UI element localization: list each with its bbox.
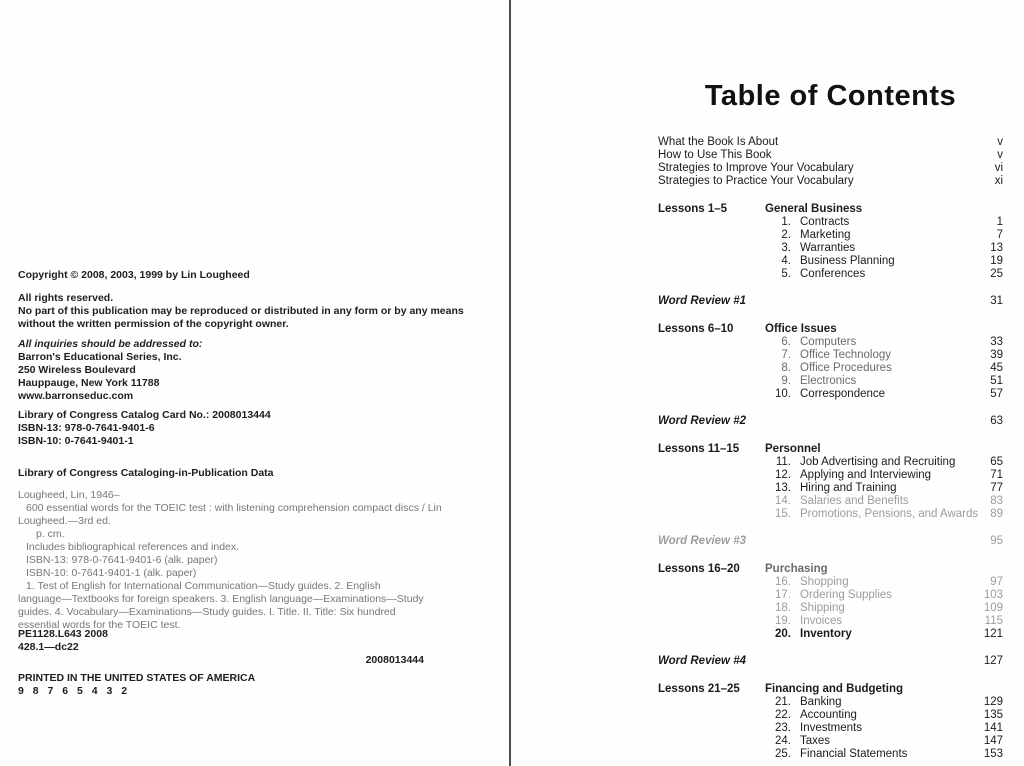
lesson-row xyxy=(658,268,1003,281)
toc-entry-label: Strategies to Practice Your Vocabulary xyxy=(658,175,854,187)
word-review-row xyxy=(658,415,1003,428)
lessons-range: Lessons 16–20 xyxy=(658,563,740,575)
call-number-block xyxy=(18,628,504,654)
lessons-range: Lessons 21–25 xyxy=(658,683,740,695)
page-number: 141 xyxy=(983,722,1003,734)
page-number: 45 xyxy=(990,362,1003,374)
page-number: 97 xyxy=(990,576,1003,588)
page-number: 77 xyxy=(990,482,1003,494)
page-number: 147 xyxy=(983,735,1003,747)
lesson-number: 2. xyxy=(781,229,791,241)
printed-line: PRINTED IN THE UNITED STATES OF AMERICA xyxy=(18,672,256,684)
lesson-row xyxy=(658,748,1003,761)
cip-line: p. cm. xyxy=(36,528,65,540)
cip-line: language—Textbooks for foreign speakers. 3. English language—Examinations—Study xyxy=(18,593,424,605)
lesson-number: 13. xyxy=(775,482,791,494)
cip-heading-block xyxy=(18,467,504,480)
toc-entry-label: Strategies to Improve Your Vocabulary xyxy=(658,162,854,174)
page-number: 57 xyxy=(990,388,1003,400)
lesson-number: 16. xyxy=(775,576,791,588)
lesson-number: 3. xyxy=(781,242,791,254)
lesson-title: Inventory xyxy=(800,628,852,640)
cip-line: 600 essential words for the TOEIC test : with listening comprehension compact discs / Lin xyxy=(26,502,442,514)
lesson-row xyxy=(658,482,1003,495)
lesson-number: 5. xyxy=(781,268,791,280)
page-number: 7 xyxy=(996,229,1003,241)
lesson-row xyxy=(658,469,1003,482)
page-number: 115 xyxy=(984,615,1003,627)
lesson-number: 4. xyxy=(781,255,791,267)
lesson-number: 23. xyxy=(775,722,791,734)
page-number: 83 xyxy=(990,495,1003,507)
cip-heading: Library of Congress Cataloging-in-Publication Data xyxy=(18,467,274,479)
lesson-number: 9. xyxy=(781,375,791,387)
lesson-row xyxy=(658,722,1003,735)
lesson-title: Business Planning xyxy=(800,255,895,267)
page-number: 25 xyxy=(990,268,1003,280)
page-number: 121 xyxy=(983,628,1003,640)
toc-entry-label: How to Use This Book xyxy=(658,149,772,161)
lesson-number: 1. xyxy=(781,216,791,228)
lesson-title: Office Procedures xyxy=(800,362,892,374)
lesson-title: Salaries and Benefits xyxy=(800,495,909,507)
page-number: 109 xyxy=(983,602,1003,614)
lesson-title: Investments xyxy=(800,722,862,734)
lesson-number: 15. xyxy=(775,508,791,520)
lesson-number: 10. xyxy=(775,388,791,400)
section-title: Personnel xyxy=(765,443,821,455)
lessons-range: Lessons 1–5 xyxy=(658,203,728,215)
lesson-row xyxy=(658,242,1003,255)
section-title: Office Issues xyxy=(765,323,837,335)
inquiries-intro: All inquiries should be addressed to: xyxy=(18,338,203,350)
lesson-number: 17. xyxy=(775,589,791,601)
toc-front-matter-row xyxy=(658,136,1003,149)
page-number: 31 xyxy=(990,295,1003,307)
page-number: 95 xyxy=(990,535,1003,547)
lesson-title: Hiring and Training xyxy=(800,482,897,494)
lesson-number: 25. xyxy=(775,748,791,760)
toc-section-header xyxy=(658,203,1003,216)
lesson-number: 22. xyxy=(775,709,791,721)
lesson-row xyxy=(658,589,1003,602)
lesson-number: 20. xyxy=(775,628,791,640)
control-number: 2008013444 xyxy=(365,654,424,666)
address-line: 250 Wireless Boulevard xyxy=(18,364,136,376)
page-number: 103 xyxy=(983,589,1003,601)
lesson-title: Marketing xyxy=(800,229,851,241)
lesson-number: 12. xyxy=(775,469,791,481)
page-number: vi xyxy=(994,162,1003,174)
cip-line: Lougheed, Lin, 1946– xyxy=(18,489,120,501)
page-number: 51 xyxy=(990,375,1003,387)
cip-data-block xyxy=(18,489,504,632)
lesson-row xyxy=(658,628,1003,641)
toc-title: Table of Contents xyxy=(704,80,957,112)
lesson-title: Shopping xyxy=(800,576,849,588)
lesson-title: Conferences xyxy=(800,268,866,280)
print-run-digits: 9 8 7 6 5 4 3 2 xyxy=(18,685,131,697)
page-number: 65 xyxy=(990,456,1003,468)
word-review-row xyxy=(658,295,1003,308)
word-review-label: Word Review #3 xyxy=(658,535,746,547)
lesson-title: Applying and Interviewing xyxy=(800,469,932,481)
lesson-title: Computers xyxy=(800,336,857,348)
lesson-row xyxy=(658,229,1003,242)
page-number: 129 xyxy=(983,696,1003,708)
lesson-title: Accounting xyxy=(800,709,857,721)
toc-front-matter-row xyxy=(658,175,1003,188)
lesson-row xyxy=(658,349,1003,362)
publisher-name: Barron's Educational Series, Inc. xyxy=(18,351,182,363)
lesson-row xyxy=(658,696,1003,709)
toc-list xyxy=(658,136,1003,761)
page-number: v xyxy=(997,149,1003,161)
rights-line: No part of this publication may be reproduced or distributed in any form or by any means xyxy=(18,305,464,317)
lesson-title: Financial Statements xyxy=(800,748,908,760)
website-url: www.barronseduc.com xyxy=(18,390,134,402)
cip-line: ISBN-10: 0-7641-9401-1 (alk. paper) xyxy=(26,567,197,579)
section-title: General Business xyxy=(765,203,863,215)
section-title: Purchasing xyxy=(765,563,828,575)
lesson-number: 21. xyxy=(775,696,791,708)
call-number: PE1128.L643 2008 xyxy=(18,628,108,640)
lesson-row xyxy=(658,362,1003,375)
toc-section-header xyxy=(658,443,1003,456)
copyright-block xyxy=(18,269,504,282)
lesson-row xyxy=(658,508,1003,521)
isbn13-line: ISBN-13: 978-0-7641-9401-6 xyxy=(18,422,155,434)
address-line: Hauppauge, New York 11788 xyxy=(18,377,160,389)
page-number: xi xyxy=(994,175,1003,187)
lesson-row xyxy=(658,336,1003,349)
lesson-row xyxy=(658,388,1003,401)
page-number: v xyxy=(997,136,1003,148)
page-number: 71 xyxy=(990,469,1003,481)
lesson-title: Ordering Supplies xyxy=(800,589,893,601)
cip-line: essential words for the TOEIC test. xyxy=(18,619,181,631)
lesson-number: 11. xyxy=(775,456,791,468)
toc-front-matter-row xyxy=(658,162,1003,175)
loc-catalog-line: Library of Congress Catalog Card No.: 2008013444 xyxy=(18,409,271,421)
word-review-label: Word Review #1 xyxy=(658,295,746,307)
lesson-number: 19. xyxy=(775,615,791,627)
lesson-row xyxy=(658,709,1003,722)
lesson-title: Correspondence xyxy=(800,388,886,400)
lesson-row xyxy=(658,375,1003,388)
lesson-title: Banking xyxy=(800,696,842,708)
toc-section-header xyxy=(658,323,1003,336)
page-number: 127 xyxy=(983,655,1003,667)
lesson-title: Contracts xyxy=(800,216,850,228)
lesson-number: 24. xyxy=(775,735,791,747)
section-title: Financing and Budgeting xyxy=(765,683,903,695)
page-number: 153 xyxy=(983,748,1003,760)
page-number: 135 xyxy=(983,709,1003,721)
lesson-number: 14. xyxy=(775,495,791,507)
isbn10-line: ISBN-10: 0-7641-9401-1 xyxy=(18,435,134,447)
word-review-label: Word Review #4 xyxy=(658,655,746,667)
lesson-row xyxy=(658,255,1003,268)
lesson-title: Shipping xyxy=(800,602,845,614)
lesson-title: Promotions, Pensions, and Awards xyxy=(800,508,979,520)
lesson-row xyxy=(658,495,1003,508)
lessons-range: Lessons 11–15 xyxy=(658,443,740,455)
lesson-number: 18. xyxy=(775,602,791,614)
cip-line: 1. Test of English for International Communication—Study guides. 2. English xyxy=(26,580,381,592)
lesson-title: Invoices xyxy=(800,615,843,627)
rights-line: without the written permission of the copyright owner. xyxy=(18,318,289,330)
cip-line: guides. 4. Vocabulary—Examinations—Study guides. I. Title. II. Title: Six hundred xyxy=(18,606,396,618)
lesson-number: 7. xyxy=(781,349,791,361)
lesson-title: Job Advertising and Recruiting xyxy=(800,456,956,468)
toc-front-matter-row xyxy=(658,149,1003,162)
copyright-line: Copyright © 2008, 2003, 1999 by Lin Lougheed xyxy=(18,269,250,281)
cip-line: Includes bibliographical references and index. xyxy=(26,541,240,553)
page-number: 89 xyxy=(990,508,1003,520)
cip-line: Lougheed.—3rd ed. xyxy=(18,515,111,527)
inquiries-block xyxy=(18,338,504,403)
toc-section-header xyxy=(658,683,1003,696)
word-review-row xyxy=(658,535,1003,548)
lesson-title: Office Technology xyxy=(800,349,891,361)
page-number: 1 xyxy=(996,216,1003,228)
lesson-row xyxy=(658,216,1003,229)
lesson-row xyxy=(658,602,1003,615)
lesson-row xyxy=(658,456,1003,469)
lesson-number: 8. xyxy=(781,362,791,374)
dewey-number: 428.1—dc22 xyxy=(18,641,79,653)
page-number: 13 xyxy=(990,242,1003,254)
page-number: 39 xyxy=(990,349,1003,361)
lesson-row xyxy=(658,576,1003,589)
cip-line: ISBN-13: 978-0-7641-9401-6 (alk. paper) xyxy=(26,554,218,566)
lesson-row xyxy=(658,615,1003,628)
word-review-label: Word Review #2 xyxy=(658,415,746,427)
control-number-block xyxy=(18,654,424,667)
lesson-title: Taxes xyxy=(800,735,831,747)
toc-section-header xyxy=(658,563,1003,576)
rights-notice xyxy=(18,292,504,331)
printed-block xyxy=(18,672,504,698)
page-number: 33 xyxy=(990,336,1003,348)
lesson-title: Electronics xyxy=(800,375,857,387)
toc-entry-label: What the Book Is About xyxy=(658,136,779,148)
word-review-row xyxy=(658,655,1003,668)
lessons-range: Lessons 6–10 xyxy=(658,323,734,335)
page-gutter-line xyxy=(509,0,511,766)
page-number: 63 xyxy=(990,415,1003,427)
lesson-number: 6. xyxy=(781,336,791,348)
lesson-row xyxy=(658,735,1003,748)
lesson-title: Warranties xyxy=(800,242,856,254)
catalog-block xyxy=(18,409,504,448)
rights-line: All rights reserved. xyxy=(18,292,114,304)
page-number: 19 xyxy=(990,255,1003,267)
